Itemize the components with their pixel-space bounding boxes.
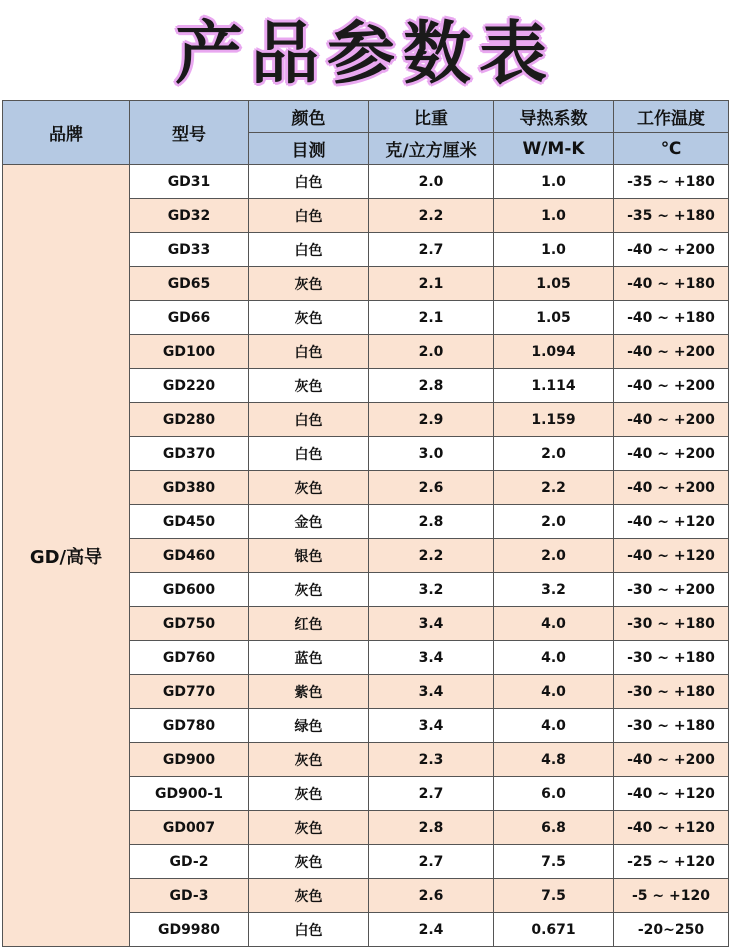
density-cell: 3.0 xyxy=(369,437,494,471)
conductivity-cell: 1.094 xyxy=(494,335,614,369)
density-cell: 2.0 xyxy=(369,165,494,199)
density-cell: 2.1 xyxy=(369,267,494,301)
header-model: 型号 xyxy=(130,101,249,165)
model-cell: GD780 xyxy=(130,709,249,743)
density-cell: 2.7 xyxy=(369,845,494,879)
page-title: 产品参数表 xyxy=(174,14,555,94)
temperature-cell: -40 ~ +200 xyxy=(614,743,729,777)
conductivity-cell: 4.8 xyxy=(494,743,614,777)
header-color-method: 目测 xyxy=(249,133,369,165)
model-cell: GD900 xyxy=(130,743,249,777)
model-cell: GD32 xyxy=(130,199,249,233)
model-cell: GD220 xyxy=(130,369,249,403)
color-cell: 灰色 xyxy=(249,777,369,811)
color-cell: 灰色 xyxy=(249,845,369,879)
temperature-cell: -40 ~ +200 xyxy=(614,403,729,437)
conductivity-cell: 2.0 xyxy=(494,437,614,471)
temperature-cell: -40 ~ +120 xyxy=(614,505,729,539)
color-cell: 绿色 xyxy=(249,709,369,743)
density-cell: 2.2 xyxy=(369,199,494,233)
conductivity-cell: 4.0 xyxy=(494,607,614,641)
product-parameter-table xyxy=(2,100,729,947)
density-cell: 2.0 xyxy=(369,335,494,369)
model-cell: GD33 xyxy=(130,233,249,267)
conductivity-cell: 4.0 xyxy=(494,675,614,709)
conductivity-cell: 1.0 xyxy=(494,233,614,267)
brand-cell: GD/高导 xyxy=(3,165,130,947)
temperature-cell: -30 ~ +180 xyxy=(614,607,729,641)
model-cell: GD100 xyxy=(130,335,249,369)
model-cell: GD770 xyxy=(130,675,249,709)
header-conductivity-unit: W/M-K xyxy=(494,133,614,165)
temperature-cell: -40 ~ +180 xyxy=(614,301,729,335)
color-cell: 灰色 xyxy=(249,471,369,505)
model-cell: GD450 xyxy=(130,505,249,539)
temperature-cell: -40 ~ +120 xyxy=(614,811,729,845)
temperature-cell: -40 ~ +200 xyxy=(614,471,729,505)
model-cell: GD-2 xyxy=(130,845,249,879)
conductivity-cell: 2.0 xyxy=(494,505,614,539)
color-cell: 金色 xyxy=(249,505,369,539)
conductivity-cell: 1.05 xyxy=(494,267,614,301)
color-cell: 红色 xyxy=(249,607,369,641)
density-cell: 2.3 xyxy=(369,743,494,777)
conductivity-cell: 1.05 xyxy=(494,301,614,335)
color-cell: 白色 xyxy=(249,403,369,437)
density-cell: 2.8 xyxy=(369,505,494,539)
header-temperature: 工作温度 xyxy=(614,101,729,133)
temperature-cell: -40 ~ +200 xyxy=(614,233,729,267)
model-cell: GD66 xyxy=(130,301,249,335)
conductivity-cell: 7.5 xyxy=(494,845,614,879)
temperature-cell: -30 ~ +180 xyxy=(614,641,729,675)
model-cell: GD460 xyxy=(130,539,249,573)
color-cell: 灰色 xyxy=(249,267,369,301)
color-cell: 白色 xyxy=(249,165,369,199)
color-cell: 灰色 xyxy=(249,743,369,777)
temperature-cell: -40 ~ +200 xyxy=(614,437,729,471)
density-cell: 2.9 xyxy=(369,403,494,437)
conductivity-cell: 2.0 xyxy=(494,539,614,573)
color-cell: 紫色 xyxy=(249,675,369,709)
color-cell: 蓝色 xyxy=(249,641,369,675)
conductivity-cell: 7.5 xyxy=(494,879,614,913)
color-cell: 灰色 xyxy=(249,369,369,403)
model-cell: GD9980 xyxy=(130,913,249,947)
model-cell: GD31 xyxy=(130,165,249,199)
color-cell: 白色 xyxy=(249,335,369,369)
conductivity-cell: 6.8 xyxy=(494,811,614,845)
density-cell: 2.8 xyxy=(369,811,494,845)
density-cell: 3.4 xyxy=(369,709,494,743)
temperature-cell: -40 ~ +180 xyxy=(614,267,729,301)
model-cell: GD65 xyxy=(130,267,249,301)
temperature-cell: -30 ~ +200 xyxy=(614,573,729,607)
density-cell: 2.2 xyxy=(369,539,494,573)
temperature-cell: -35 ~ +180 xyxy=(614,199,729,233)
color-cell: 白色 xyxy=(249,233,369,267)
conductivity-cell: 1.0 xyxy=(494,199,614,233)
conductivity-cell: 1.114 xyxy=(494,369,614,403)
color-cell: 灰色 xyxy=(249,301,369,335)
temperature-cell: -40 ~ +200 xyxy=(614,369,729,403)
density-cell: 2.7 xyxy=(369,233,494,267)
model-cell: GD370 xyxy=(130,437,249,471)
header-conductivity: 导热系数 xyxy=(494,101,614,133)
temperature-cell: -40 ~ +120 xyxy=(614,777,729,811)
conductivity-cell: 4.0 xyxy=(494,641,614,675)
model-cell: GD600 xyxy=(130,573,249,607)
density-cell: 2.1 xyxy=(369,301,494,335)
model-cell: GD900-1 xyxy=(130,777,249,811)
density-cell: 3.2 xyxy=(369,573,494,607)
density-cell: 2.4 xyxy=(369,913,494,947)
temperature-cell: -30 ~ +180 xyxy=(614,675,729,709)
temperature-cell: -25 ~ +120 xyxy=(614,845,729,879)
header-brand: 品牌 xyxy=(3,101,130,165)
temperature-cell: -5 ~ +120 xyxy=(614,879,729,913)
temperature-cell: -40 ~ +120 xyxy=(614,539,729,573)
conductivity-cell: 0.671 xyxy=(494,913,614,947)
conductivity-cell: 3.2 xyxy=(494,573,614,607)
color-cell: 白色 xyxy=(249,913,369,947)
color-cell: 银色 xyxy=(249,539,369,573)
model-cell: GD380 xyxy=(130,471,249,505)
color-cell: 白色 xyxy=(249,199,369,233)
density-cell: 3.4 xyxy=(369,675,494,709)
conductivity-cell: 1.159 xyxy=(494,403,614,437)
temperature-cell: -40 ~ +200 xyxy=(614,335,729,369)
temperature-cell: -35 ~ +180 xyxy=(614,165,729,199)
density-cell: 2.7 xyxy=(369,777,494,811)
temperature-cell: -30 ~ +180 xyxy=(614,709,729,743)
model-cell: GD-3 xyxy=(130,879,249,913)
color-cell: 白色 xyxy=(249,437,369,471)
temperature-cell: -20~250 xyxy=(614,913,729,947)
header-temperature-unit: ℃ xyxy=(614,133,729,165)
page-title-banner xyxy=(0,0,730,96)
density-cell: 2.6 xyxy=(369,879,494,913)
color-cell: 灰色 xyxy=(249,811,369,845)
header-color: 颜色 xyxy=(249,101,369,133)
conductivity-cell: 6.0 xyxy=(494,777,614,811)
color-cell: 灰色 xyxy=(249,573,369,607)
conductivity-cell: 1.0 xyxy=(494,165,614,199)
model-cell: GD760 xyxy=(130,641,249,675)
table-body xyxy=(3,165,729,947)
header-row-top xyxy=(3,101,729,133)
color-cell: 灰色 xyxy=(249,879,369,913)
density-cell: 2.8 xyxy=(369,369,494,403)
header-density-unit: 克/立方厘米 xyxy=(369,133,494,165)
conductivity-cell: 4.0 xyxy=(494,709,614,743)
density-cell: 3.4 xyxy=(369,641,494,675)
density-cell: 2.6 xyxy=(369,471,494,505)
model-cell: GD007 xyxy=(130,811,249,845)
model-cell: GD280 xyxy=(130,403,249,437)
model-cell: GD750 xyxy=(130,607,249,641)
table-row xyxy=(3,165,729,199)
header-density: 比重 xyxy=(369,101,494,133)
density-cell: 3.4 xyxy=(369,607,494,641)
conductivity-cell: 2.2 xyxy=(494,471,614,505)
